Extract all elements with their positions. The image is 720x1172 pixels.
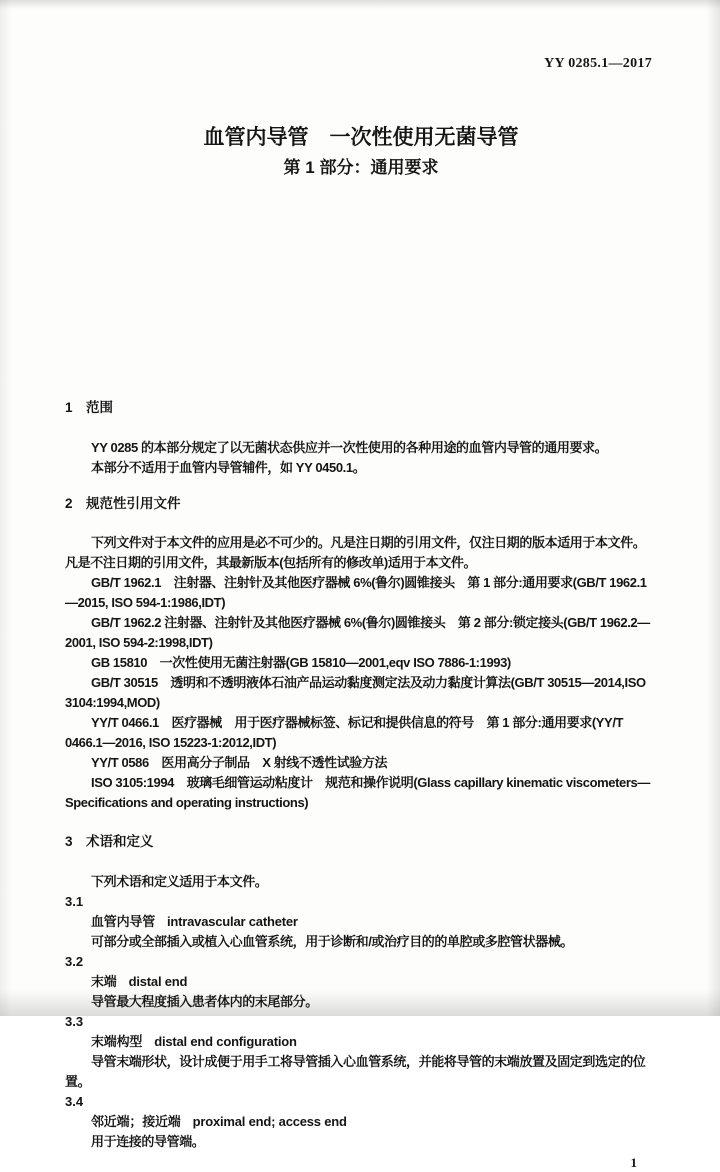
- reference-item: YY/T 0466.1 医疗器械 用于医疗器械标签、标记和提供信息的符号 第 1 部分:通用要求(YY/T 0466.1—2016, ISO 15223-1:2012,IDT): [65, 715, 624, 750]
- standard-code: YY 0285.1—2017: [544, 56, 652, 71]
- term-zh: 血管内导管: [91, 914, 156, 929]
- term-zh: 末端构型: [91, 1034, 143, 1049]
- section3-heading: 3 术语和定义: [65, 834, 154, 849]
- term-en: distal end configuration: [154, 1034, 297, 1049]
- section1-paragraph-1: YY 0285 的本部分规定了以无菌状态供应并一次性使用的各种用途的血管内导管的通用要求。: [91, 440, 608, 455]
- term-title: [91, 912, 657, 932]
- term-en: distal end: [128, 974, 188, 989]
- term-number: 3.3: [65, 1014, 84, 1029]
- term-en: intravascular catheter: [167, 914, 298, 929]
- section2-heading: 2 规范性引用文件: [65, 496, 181, 511]
- reference-item: GB/T 30515 透明和不透明液体石油产品运动黏度测定法及动力黏度计算法(GB/T 30515—2014,ISO 3104:1994,MOD): [65, 675, 646, 710]
- section2-intro: 下列文件对于本文件的应用是必不可少的。凡是注日期的引用文件，仅注日期的版本适用于本文件。凡是不注日期的引用文件，其最新版本(包括所有的修改单)适用于本文件。: [65, 535, 646, 570]
- section3-intro: 下列术语和定义适用于本文件。: [91, 874, 268, 889]
- term-definition: 导管末端形状，设计成便于用手工将导管插入心血管系统，并能将导管的末端放置及固定到选定的位置。: [65, 1054, 646, 1089]
- section1-paragraph-2: 本部分不适用于血管内导管辅件，如 YY 0450.1。: [91, 460, 366, 475]
- reference-item: ISO 3105:1994 玻璃毛细管运动粘度计 规范和操作说明(Glass capillary kinematic viscometers—Specifications and operating instructions): [65, 775, 650, 810]
- term-number: 3.4: [65, 1094, 84, 1109]
- term-zh: 邻近端；接近端: [91, 1114, 181, 1129]
- term-number: 3.1: [65, 894, 84, 909]
- reference-item: GB/T 1962.2 注射器、注射针及其他医疗器械 6%(鲁尔)圆锥接头 第 2 部分:锁定接头(GB/T 1962.2—2001, ISO 594-2:1998,IDT): [65, 615, 650, 650]
- reference-item: GB 15810 一次性使用无菌注射器(GB 15810—2001,eqv ISO 7886-1:1993): [91, 655, 511, 670]
- reference-item: YY/T 0586 医用高分子制品 X 射线不透性试验方法: [91, 755, 388, 770]
- term-number: 3.2: [65, 954, 84, 969]
- term-definition: 可部分或全部插入或植入心血管系统，用于诊断和/或治疗目的的单腔或多腔管状器械。: [91, 934, 574, 949]
- term-zh: 末端: [91, 974, 117, 989]
- section1-heading: 1 范围: [65, 400, 114, 415]
- page-content: [65, 0, 657, 1172]
- term-title: [91, 1112, 657, 1132]
- term-title: [91, 972, 657, 992]
- term-definition: 用于连接的导管端。: [91, 1134, 205, 1149]
- term-definition: 导管最大程度插入患者体内的末尾部分。: [91, 994, 318, 1009]
- term-en: proximal end; access end: [192, 1114, 347, 1129]
- document-title-line1: 血管内导管 一次性使用无菌导管: [203, 126, 519, 149]
- page-number: 1: [630, 1155, 637, 1170]
- document-title-line2: 第 1 部分：通用要求: [283, 158, 439, 177]
- term-title: [91, 1032, 657, 1052]
- reference-item: GB/T 1962.1 注射器、注射针及其他医疗器械 6%(鲁尔)圆锥接头 第 1 部分:通用要求(GB/T 1962.1—2015, ISO 594-1:1986,IDT): [65, 575, 647, 610]
